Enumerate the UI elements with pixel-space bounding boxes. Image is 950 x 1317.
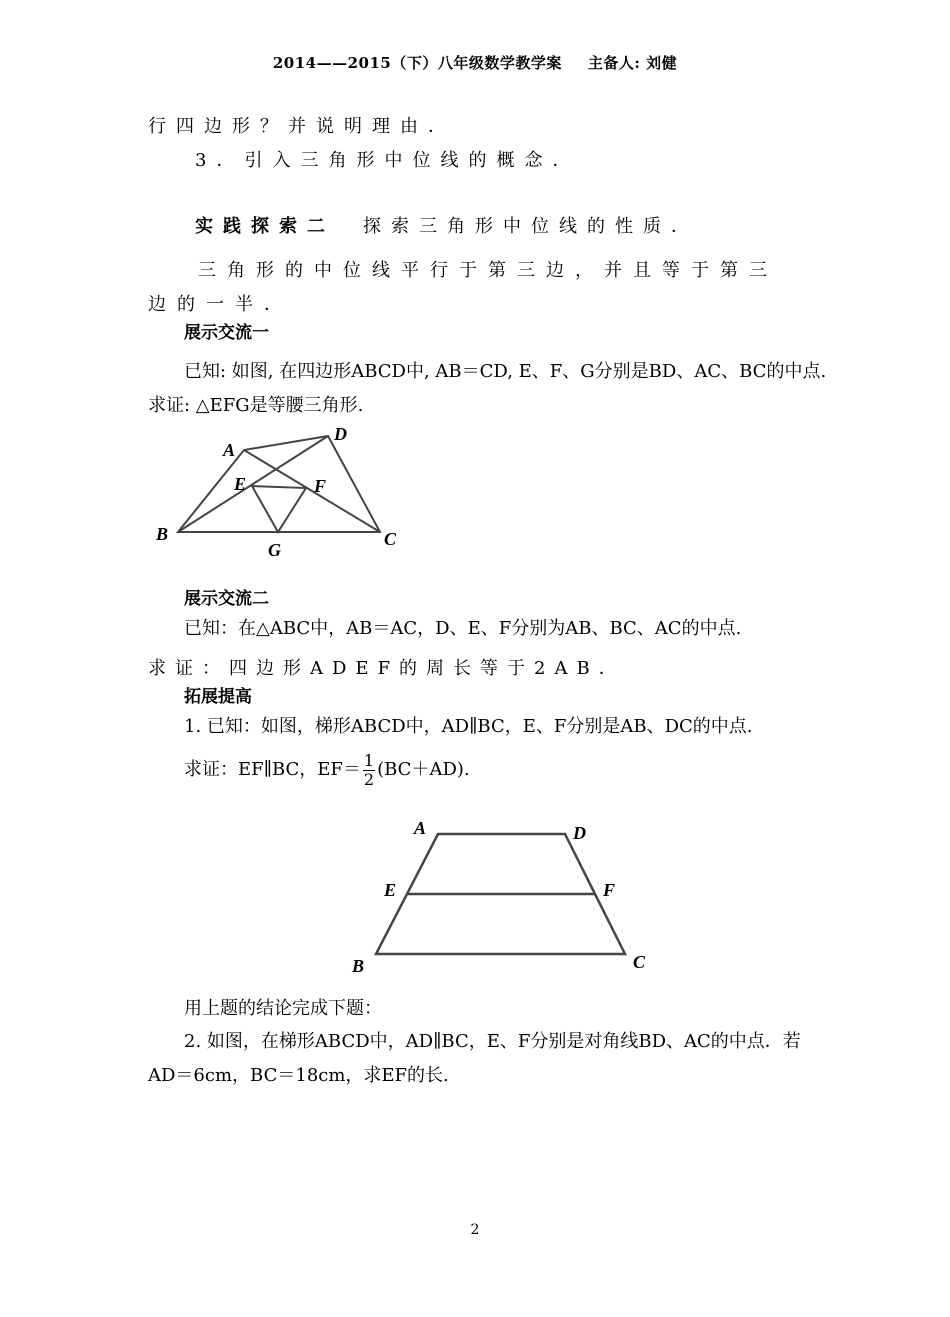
extend-p2-line-2: AD＝6cm，BC＝18cm，求EF的长.: [148, 1065, 449, 1086]
exchange1-given: 已知: 如图, 在四边形ABCD中, AB＝CD, E、F、G分别是BD、AC、BC的中点.: [184, 361, 827, 382]
label-c: C: [384, 529, 397, 549]
extend-heading: 拓展提高: [184, 687, 252, 707]
label-d: D: [573, 823, 586, 843]
explore2-subtitle: 探索三角形中位线的性质．: [363, 216, 699, 237]
header-title: 2014——2015（下）八年级数学教学案: [272, 54, 562, 72]
quad-outline: [178, 436, 380, 532]
intro-line-2: 3．引入三角形中位线的概念．: [195, 150, 581, 171]
label-d: D: [334, 424, 347, 444]
fraction-one-half: [363, 752, 375, 789]
trapezoid-figure: [340, 812, 660, 982]
label-a: A: [414, 818, 427, 838]
page-number: 2: [470, 1222, 480, 1238]
diagonal-ac: [244, 450, 380, 532]
extend-p2-line-1: 2. 如图，在梯形ABCD中，AD∥BC，E、F分别是对角线BD、AC的中点．若: [184, 1031, 801, 1052]
explore2-line-1: 三角形的中位线平行于第三边，并且等于第三: [198, 260, 778, 281]
explore2-title: 实践探索二: [195, 216, 335, 237]
explore2-line-2: 边的一半．: [148, 294, 293, 315]
exchange1-prove: 求证: △EFG是等腰三角形.: [148, 395, 364, 416]
label-c: C: [633, 952, 646, 972]
label-f: F: [603, 880, 616, 900]
exchange2-prove: 求证：四边形ADEF的周长等于2AB．: [148, 658, 626, 679]
page-header: [0, 52, 950, 73]
exchange2-heading: 展示交流二: [184, 589, 269, 609]
label-f: F: [314, 476, 327, 496]
header-author: 主备人: 刘健: [587, 54, 678, 72]
intro-line-1: 行四边形？并说明理由．: [148, 116, 456, 137]
label-b: B: [156, 524, 169, 544]
fraction-numerator: 1: [363, 750, 375, 770]
extend-p1-prove: [184, 748, 470, 792]
fraction-denominator: 2: [363, 769, 375, 789]
use-conclusion-note: 用上题的结论完成下题：: [184, 998, 382, 1019]
triangle-efg: [252, 486, 306, 532]
prove-prefix: 求证：EF∥BC，EF＝: [184, 759, 361, 780]
diagonal-bd: [178, 436, 328, 532]
label-a: A: [223, 440, 236, 460]
label-e: E: [384, 880, 397, 900]
quadrilateral-figure: [150, 420, 420, 570]
explore2-heading: [195, 212, 699, 238]
extend-p1-given: 1. 已知：如图，梯形ABCD中，AD∥BC，E、F分别是AB、DC的中点.: [184, 716, 753, 737]
exchange2-given: 已知：在△ABC中，AB＝AC，D、E、F分别为AB、BC、AC的中点.: [184, 618, 742, 639]
label-b: B: [352, 956, 365, 976]
prove-suffix: (BC＋AD).: [377, 759, 470, 780]
label-e: E: [234, 474, 247, 494]
exchange1-heading: 展示交流一: [184, 323, 269, 343]
label-g: G: [268, 540, 281, 560]
